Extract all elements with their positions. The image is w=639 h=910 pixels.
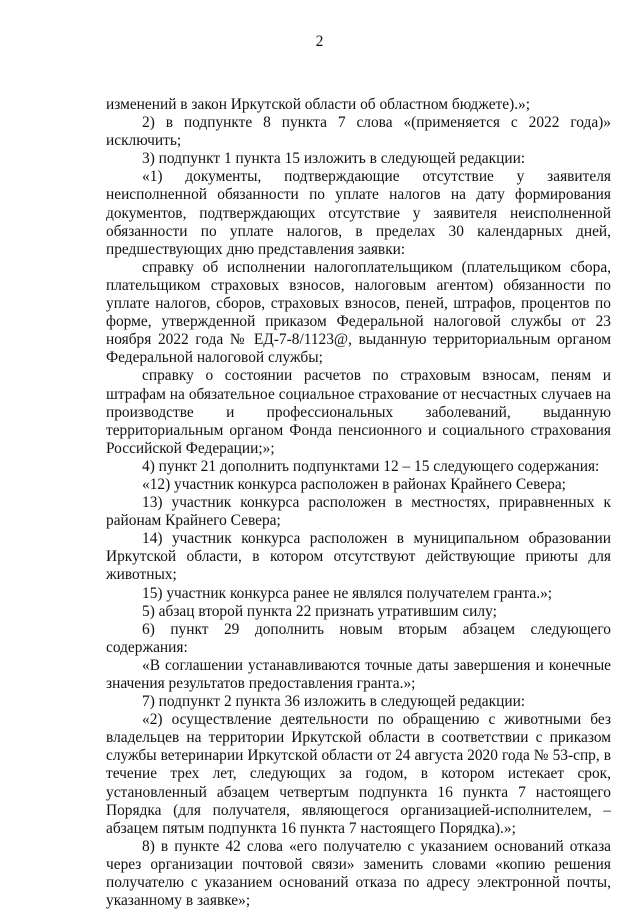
- paragraph-item-2: 2) в подпункте 8 пункта 7 слова «(применяется с 2022 года)» исключить;: [106, 114, 611, 150]
- paragraph-item-6: 6) пункт 29 дополнить новым вторым абзацем следующего содержания:: [106, 620, 611, 656]
- paragraph-subitem-1: «1) документы, подтверждающие отсутствие у заявителя неисполненной обязанности по уплате налогов на дату формирования документов, подтверждающих отсутствие у заявителя неисполненной обязанности по уплате налогов, в пределах 30 календарных дней, предшествующих дню представления заявки:: [106, 168, 611, 258]
- paragraph-continuation: изменений в закон Иркутской области об областном бюджете).»;: [106, 96, 531, 113]
- page-number: 2: [315, 33, 324, 50]
- paragraph-item-3: 3) подпункт 1 пункта 15 изложить в следующей редакции:: [142, 150, 526, 168]
- paragraph-subitem-15: 15) участник конкурса ранее не являлся получателем гранта.»;: [142, 584, 553, 602]
- paragraph-subitem-14: 14) участник конкурса расположен в муниципальном образовании Иркутской области, в котором отсутствуют действующие приюты для животных;: [106, 530, 611, 584]
- document-body: [106, 96, 611, 910]
- paragraph-agreement: «В соглашении устанавливаются точные даты завершения и конечные значения результатов предоставления гранта.»;: [106, 656, 611, 692]
- paragraph-insurance-certificate: справку о состоянии расчетов по страховым взносам, пеням и штрафам на обязательное социальное страхование от несчастных случаев на производстве и профессиональных заболеваний, выданную территориальным органом Фонда пенсионного и социального страхования Российской Федерации;»;: [106, 367, 611, 457]
- paragraph-subitem-2: «2) осуществление деятельности по обращению с животными без владельцев на территории Иркутской области в соответствии с приказом службы ветеринарии Иркутской области от 24 августа 2020 года № 53-спр, в течение трех лет, следующих за годом, в котором истекает срок, установленный абзацем четвертым подпункта 16 пункта 7 настоящего Порядка (для получателя, являющегося организацией-исполнителем, – абзацем пятым подпункта 16 пункта 7 настоящего Порядка).»;: [106, 711, 611, 837]
- paragraph-tax-certificate: справку об исполнении налогоплательщиком (плательщиком сбора, плательщиком страховых взносов, налоговым агентом) обязанности по уплате налогов, сборов, страховых взносов, пеней, штрафов, процентов по форме, утвержденной приказом Федеральной налоговой службы от 23 ноября 2022 года № ЕД-7-8/1123@, выданную территориальным органом Федеральной налоговой службы;: [106, 258, 611, 367]
- paragraph-item-8: 8) в пункте 42 слова «его получателю с указанием оснований отказа через организации почтовой связи» заменить словами «копию решения получателю с указанием оснований отказа по адресу электронной почты, указанному в заявке»;: [106, 837, 611, 910]
- paragraph-item-7: 7) подпункт 2 пункта 36 изложить в следующей редакции:: [142, 693, 526, 711]
- paragraph-item-5: 5) абзац второй пункта 22 признать утратившим силу;: [142, 602, 497, 620]
- paragraph-subitem-13: 13) участник конкурса расположен в местностях, приравненных к районам Крайнего Севера;: [106, 494, 611, 530]
- paragraph-subitem-12: «12) участник конкурса расположен в районах Крайнего Севера;: [142, 475, 566, 493]
- paragraph-item-4: 4) пункт 21 дополнить подпунктами 12 – 15 следующего содержания:: [142, 457, 600, 475]
